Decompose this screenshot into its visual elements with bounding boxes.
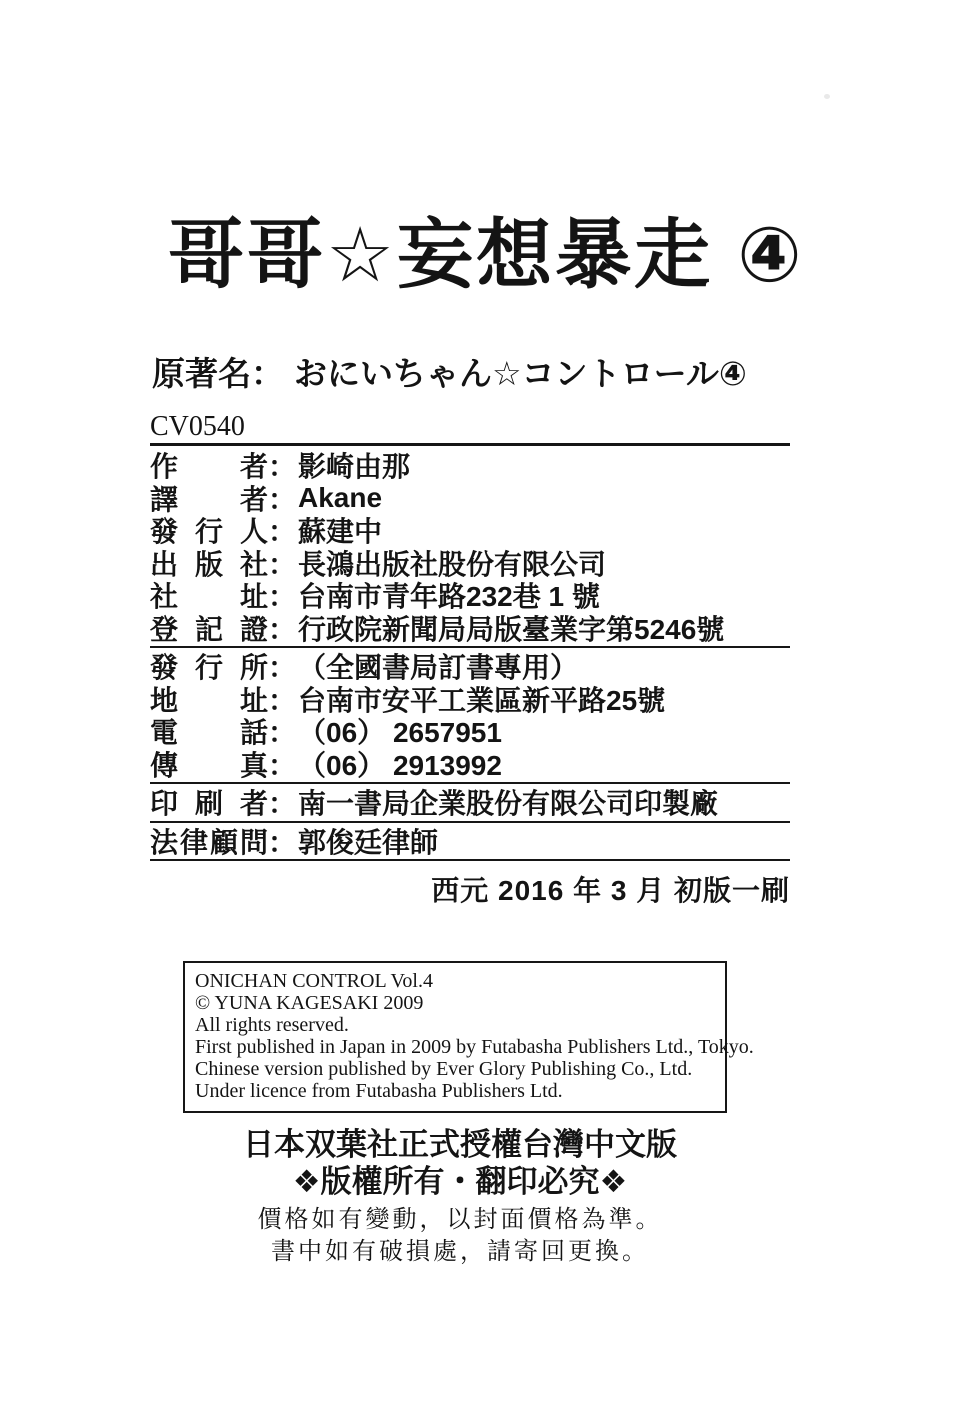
label-char: 人 [239, 516, 268, 548]
label-colon: ： [268, 684, 297, 716]
label-char: 法 [150, 826, 179, 858]
label-char: 作 [150, 451, 179, 483]
info-row-value: 郭俊廷律師 [298, 826, 439, 858]
info-row-value: 行政院新聞局局版臺業字第5246號 [298, 613, 725, 645]
info-row-value: 台南市安平工業區新平路25號 [298, 684, 666, 716]
license-line: First published in Japan in 2009 by Futabasha Publishers Ltd., Tokyo. [195, 1036, 754, 1058]
label-char: 刷 [194, 788, 223, 820]
label-char: 者 [239, 451, 268, 483]
label-char: 律 [179, 826, 208, 858]
copyright-line [180, 1163, 740, 1200]
license-box [183, 961, 754, 1113]
info-row [150, 514, 790, 547]
info-row-label [150, 608, 268, 648]
diamond-icon: ❖ [292, 1164, 321, 1199]
label-char: 社 [239, 548, 268, 580]
info-row-value: 長鴻出版社股份有限公司 [298, 548, 607, 580]
info-row-value: 台南市青年路232巷 1 號 [298, 581, 600, 613]
original-title-line [152, 348, 790, 395]
price-note: 價格如有變動，以封面價格為準。 [257, 1207, 663, 1233]
license-line: All rights reserved. [195, 1014, 349, 1036]
info-row-value: 南一書局企業股份有限公司印製廠 [298, 788, 719, 820]
label-char: 發 [150, 516, 179, 548]
label-char: 真 [239, 749, 268, 781]
license-line: ONICHAN CONTROL Vol.4 [195, 970, 433, 992]
damage-note: 書中如有破損處，請寄回更換。 [271, 1239, 649, 1265]
info-row [150, 449, 790, 482]
label-char: 行 [194, 516, 223, 548]
info-row-label [150, 744, 268, 784]
license-line: © YUNA KAGESAKI 2009 [195, 992, 424, 1014]
publication-info-table [150, 449, 790, 861]
info-row [150, 683, 790, 716]
label-colon: ： [268, 652, 297, 684]
label-colon: ： [268, 826, 297, 858]
label-colon: ： [268, 613, 297, 645]
label-char: 出 [150, 548, 179, 580]
info-row [150, 825, 790, 858]
label-colon: ： [268, 483, 297, 515]
info-row-label [150, 821, 268, 861]
info-row [150, 715, 790, 748]
label-colon: ： [268, 548, 297, 580]
info-row [150, 547, 790, 580]
label-char: 地 [150, 684, 179, 716]
authorization-line: 日本双葉社正式授權台灣中文版 [243, 1127, 677, 1162]
label-char: 話 [239, 717, 268, 749]
edition-date: 西元 2016 年 3 月 初版一刷 [431, 875, 790, 906]
diamond-icon: ❖ [599, 1164, 628, 1199]
copyright-text: 版權所有・翻印必究 [320, 1164, 600, 1199]
label-colon: ： [268, 788, 297, 820]
label-colon: ： [268, 749, 297, 781]
label-char: 證 [239, 613, 268, 645]
colophon-page [150, 0, 805, 1268]
label-char: 顧 [209, 826, 238, 858]
license-line: Under licence from Futabasha Publishers Ltd. [195, 1080, 563, 1102]
label-char: 電 [150, 717, 179, 749]
label-char: 所 [239, 652, 268, 684]
label-colon: ： [268, 516, 297, 548]
label-colon: ： [268, 451, 297, 483]
label-char: 傳 [150, 749, 179, 781]
info-row [150, 650, 790, 683]
label-char: 發 [150, 652, 179, 684]
label-char: 行 [194, 652, 223, 684]
label-char: 社 [150, 581, 179, 613]
scan-artifact-dot [824, 94, 830, 99]
info-row [150, 482, 790, 515]
info-row-value: （全國書局訂書專用） [298, 652, 579, 684]
info-row-value: 影崎由那 [298, 451, 411, 483]
info-row-value: 蘇建中 [298, 516, 383, 548]
product-code: CV0540 [150, 411, 245, 442]
label-char: 登 [150, 613, 179, 645]
label-char: 者 [239, 483, 268, 515]
label-char: 址 [239, 684, 268, 716]
info-row [150, 612, 790, 645]
info-row-value: （06） 2913992 [298, 749, 502, 781]
info-row [150, 748, 790, 781]
original-title-value: おにいちゃん☆コントロール④ [294, 355, 747, 392]
original-title-label: 原著名： [152, 355, 284, 392]
info-row-value: Akane [298, 481, 383, 513]
label-char: 址 [239, 581, 268, 613]
book-title: 哥哥☆妄想暴走 ④ [168, 213, 805, 298]
label-char: 記 [194, 613, 223, 645]
info-row [150, 786, 790, 819]
footer [180, 1126, 740, 1268]
label-char: 者 [239, 788, 268, 820]
label-colon: ： [268, 581, 297, 613]
label-colon: ： [268, 717, 297, 749]
info-row-label [150, 782, 268, 822]
info-row [150, 579, 790, 612]
label-char: 版 [194, 548, 223, 580]
info-row-value: （06） 2657951 [298, 717, 502, 749]
label-char: 譯 [150, 483, 179, 515]
license-line: Chinese version published by Ever Glory Publishing Co., Ltd. [195, 1058, 693, 1080]
label-char: 印 [150, 788, 179, 820]
label-char: 問 [239, 826, 268, 858]
